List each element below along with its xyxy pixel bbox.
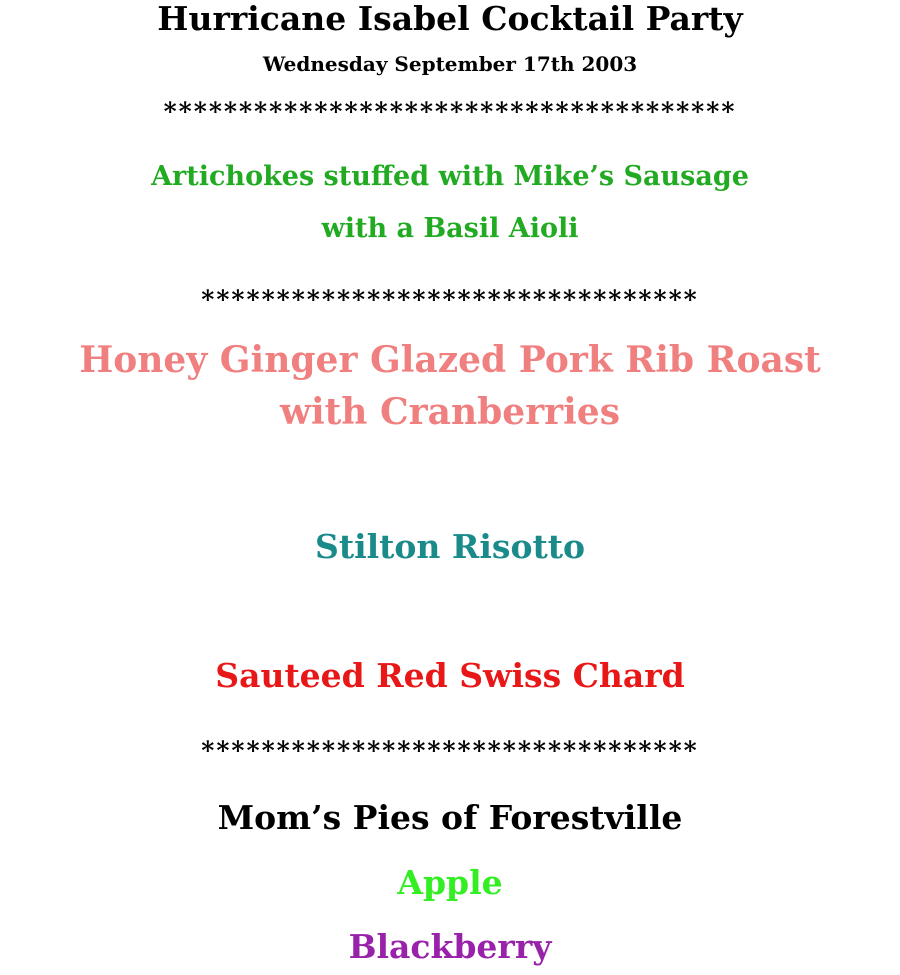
pie-apple: Apple <box>397 863 503 902</box>
page-title: Hurricane Isabel Cocktail Party <box>157 0 743 38</box>
side-dish-stilton-risotto: Stilton Risotto <box>315 527 585 566</box>
main-course-line-2: with Cranberries <box>280 391 620 433</box>
separator-asterisks: ********************************* <box>201 285 699 314</box>
side-dish-swiss-chard: Sauteed Red Swiss Chard <box>215 656 685 695</box>
pie-blackberry: Blackberry <box>348 927 552 966</box>
appetizer-line-1: Artichokes stuffed with Mike’s Sausage <box>151 161 749 192</box>
separator-asterisks: ************************************** <box>163 97 737 126</box>
appetizer-line-2: with a Basil Aioli <box>321 213 579 244</box>
main-course-line-1: Honey Ginger Glazed Pork Rib Roast <box>79 339 821 381</box>
dessert-heading: Mom’s Pies of Forestville <box>217 798 683 837</box>
separator-asterisks: ********************************* <box>201 736 699 765</box>
event-date: Wednesday September 17th 2003 <box>262 52 638 76</box>
